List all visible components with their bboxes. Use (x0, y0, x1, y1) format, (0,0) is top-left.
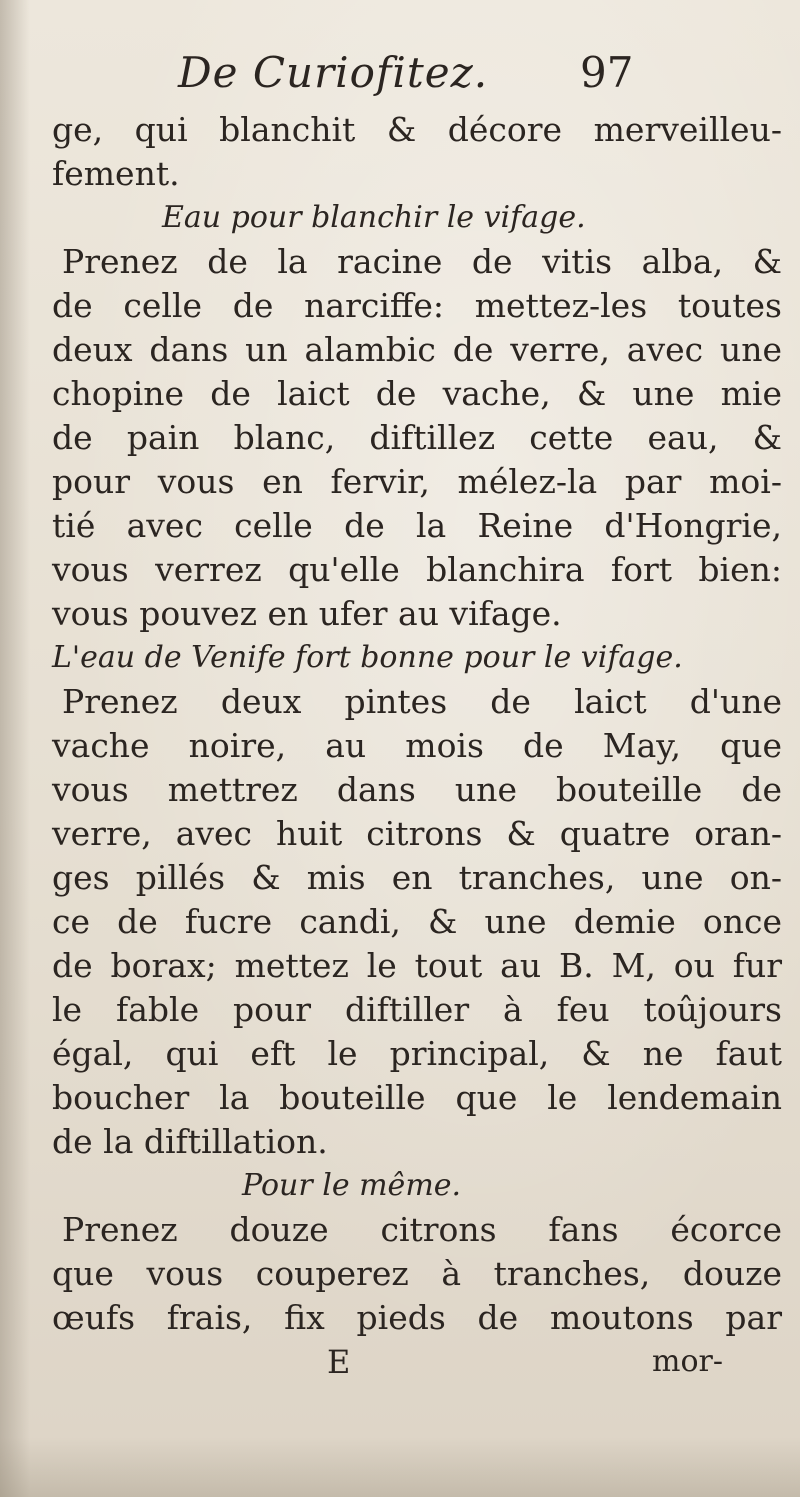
text-line: égal, qui eft le principal, & ne faut (52, 1034, 782, 1073)
text-line: de la diftillation. (52, 1122, 328, 1161)
recipe-heading: Eau pour blanchir le vifage. (162, 200, 586, 235)
catchword: mor- (652, 1344, 723, 1379)
page-number: 97 (580, 48, 634, 97)
text-line: vache noire, au mois de May, que (52, 726, 782, 765)
recipe-heading: Pour le même. (242, 1168, 462, 1203)
text-line: boucher la bouteille que le lendemain (52, 1078, 782, 1117)
text-line: vous verrez qu'elle blanchira fort bien: (52, 550, 782, 589)
text-line: chopine de laict de vache, & une mie (52, 374, 782, 413)
text-line: le fable pour diftiller à feu toûjours (52, 990, 782, 1029)
text-line: verre, avec huit citrons & quatre oran- (52, 814, 782, 853)
text-line: de pain blanc, diftillez cette eau, & (52, 418, 782, 457)
running-title: De Curiofitez. (178, 48, 489, 97)
text-line: œufs frais, fix pieds de moutons par (52, 1298, 782, 1337)
text-line: ge, qui blanchit & décore merveilleu- (52, 110, 782, 149)
text-line: pour vous en fervir, mélez-la par moi- (52, 462, 782, 501)
text-line: fement. (52, 154, 180, 193)
text-line: de borax; mettez le tout au B. M, ou fur (52, 946, 782, 985)
page-header (0, 48, 800, 108)
gutter-shadow (0, 0, 30, 1497)
text-line: Prenez de la racine de vitis alba, & (62, 242, 782, 281)
text-line: que vous couperez à tranches, douze (52, 1254, 782, 1293)
page-footer (52, 1340, 782, 1384)
text-line: vous mettrez dans une bouteille de (52, 770, 782, 809)
body-text (52, 108, 782, 1384)
text-line: de celle de narciffe: mettez-les toutes (52, 286, 782, 325)
signature-mark: E (327, 1343, 351, 1381)
text-line: ce de fucre candi, & une demie once (52, 902, 782, 941)
text-line: vous pouvez en ufer au vifage. (52, 594, 562, 633)
text-line: deux dans un alambic de verre, avec une (52, 330, 782, 369)
text-line: Prenez deux pintes de laict d'une (62, 682, 782, 721)
recipe-heading: L'eau de Venife fort bonne pour le vifage. (52, 640, 683, 675)
text-line: Prenez douze citrons fans écorce (62, 1210, 782, 1249)
text-line: ges pillés & mis en tranches, une on- (52, 858, 782, 897)
text-line: tié avec celle de la Reine d'Hongrie, (52, 506, 782, 545)
bottom-shadow (0, 1437, 800, 1497)
